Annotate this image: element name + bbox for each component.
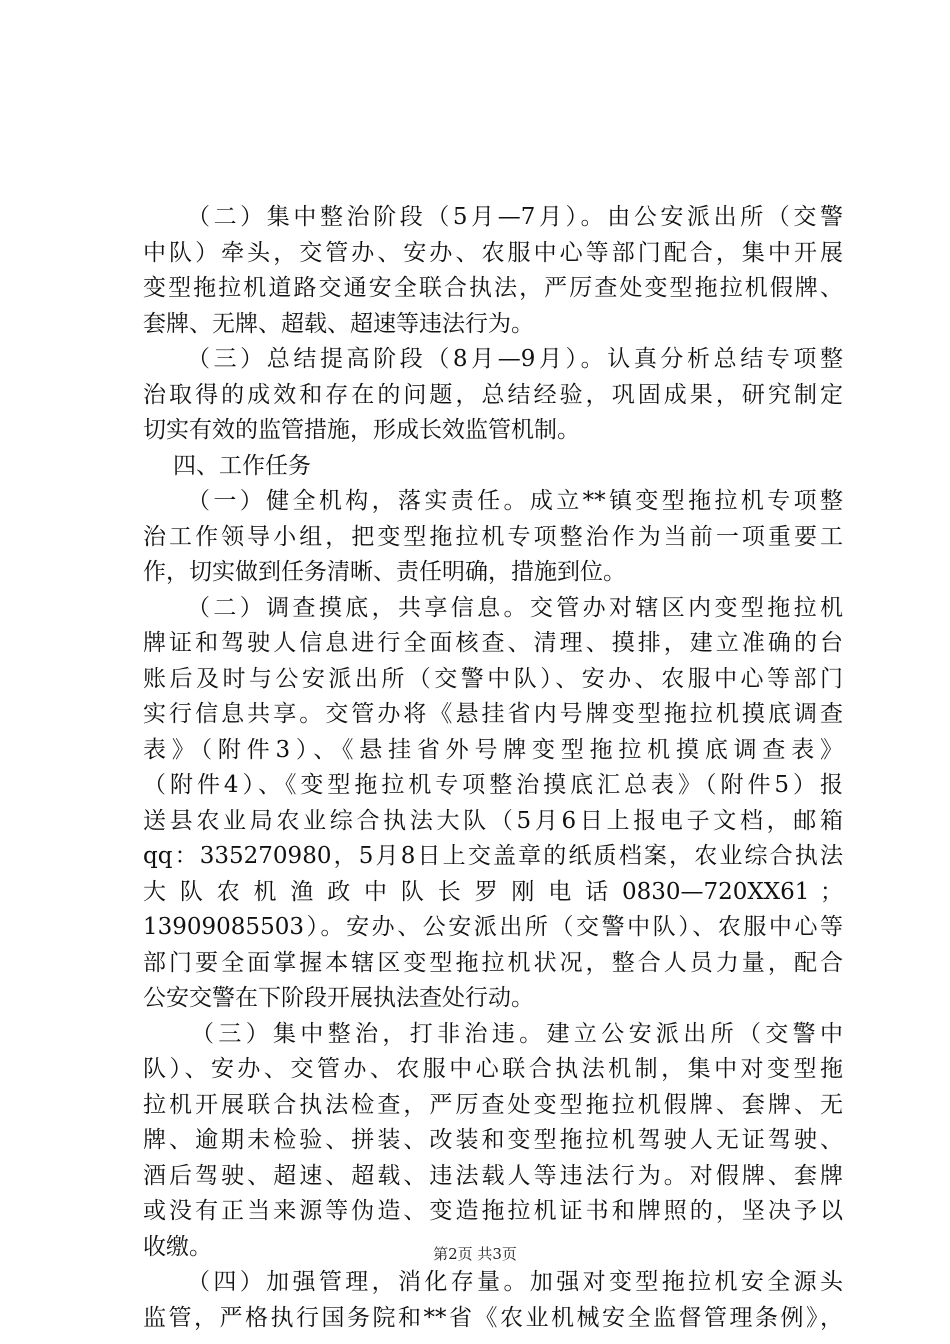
text-line: 牌、逾期未检验、拼装、改装和变型拖拉机驾驶人无证驾驶、 [143,1127,843,1153]
text-line: 实行信息共享。交管办将《悬挂省内号牌变型拖拉机摸底调查 [143,701,843,727]
text-line: 账后及时与公安派出所（交警中队）、安办、农服中心等部门 [143,665,843,692]
text-line: 送县农业局农业综合执法大队（5月6日上报电子文档，邮箱 [143,807,843,834]
text-line: 切实有效的监管措施，形成长效监管机制。 [143,417,580,443]
text-line: 四、工作任务 [173,452,311,479]
text-line: 牌证和驾驶人信息进行全面核查、清理、摸排，建立准确的台 [143,630,843,656]
text-line: 拉机开展联合执法检查，严厉查处变型拖拉机假牌、套牌、无 [143,1091,843,1118]
text-line: （三）集中整治，打非治违。建立公安派出所（交警中 [191,1020,843,1047]
text-line: 治工作领导小组，把变型拖拉机专项整治作为当前一项重要工 [143,523,843,550]
text-line: 部门要全面掌握本辖区变型拖拉机状况，整合人员力量，配合 [143,949,843,976]
text-line: 公安交警在下阶段开展执法查处行动。 [143,985,534,1011]
page-footer: 第2页 共3页 [433,1245,517,1263]
text-line: qq：335270980，5月8日上交盖章的纸质档案，农业综合执法 [143,843,843,869]
text-line: （附件4）、《变型拖拉机专项整治摸底汇总表》（附件5）报 [143,772,843,798]
text-line: （一）健全机构，落实责任。成立**镇变型拖拉机专项整 [187,488,843,514]
text-line: 监管，严格执行国务院和**省《农业机械安全监督管理条例》， [143,1304,843,1331]
text-line: 治取得的成效和存在的问题，总结经验，巩固成果，研究制定 [143,381,843,408]
text-line: 套牌、无牌、超载、超速等违法行为。 [143,310,534,337]
text-line: 收缴。 [143,1233,212,1260]
text-line: 中队）牵头，交管办、安办、农服中心等部门配合，集中开展 [143,239,843,266]
text-line: （三）总结提高阶段（8月—9月）。认真分析总结专项整 [187,346,843,372]
text-line: 酒后驾驶、超速、超载、违法载人等违法行为。对假牌、套牌 [143,1162,843,1189]
text-line: 或没有正当来源等伪造、变造拖拉机证书和牌照的，坚决予以 [143,1198,843,1224]
text-line: 表》（附件3）、《悬挂省外号牌变型拖拉机摸底调查表》 [143,736,843,763]
text-line: 13909085503）。安办、公安派出所（交警中队）、农服中心等 [143,914,843,940]
text-line: 变型拖拉机道路交通安全联合执法，严厉查处变型拖拉机假牌、 [143,275,843,301]
text-line: 大 队 农 机 渔 政 中 队 长 罗 刚 电 话 0830—720XX61 ； [143,878,843,905]
text-line: （四）加强管理，消化存量。加强对变型拖拉机安全源头 [187,1269,843,1295]
text-line: 队）、安办、交管办、农服中心联合执法机制，集中对变型拖 [143,1056,843,1082]
text-line: （二）调查摸底，共享信息。交管办对辖区内变型拖拉机 [187,594,843,621]
text-line: 作，切实做到任务清晰、责任明确，措施到位。 [143,559,626,585]
text-line: （二）集中整治阶段（5月—7月）。由公安派出所（交警 [187,204,843,230]
document-body [143,200,843,1336]
